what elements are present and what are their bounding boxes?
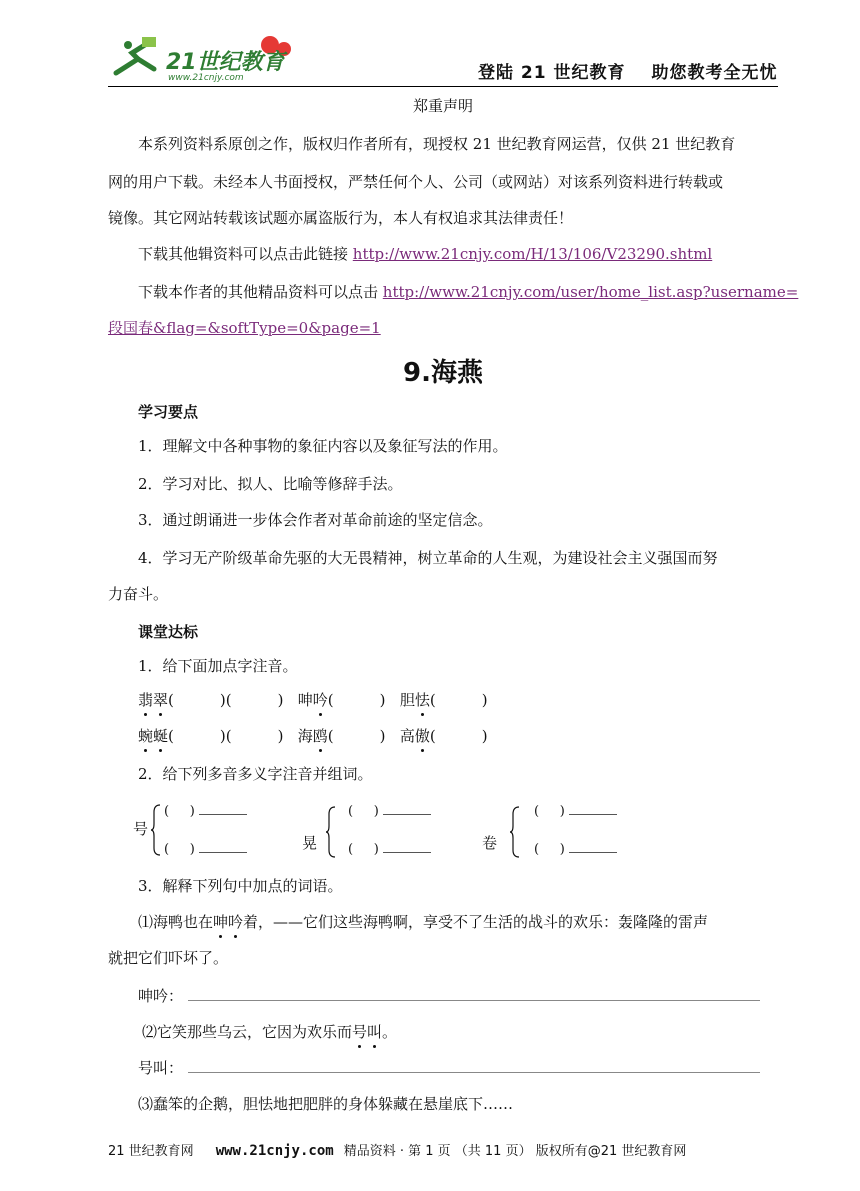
notice-paragraph-line: 镜像。其它网站转载该试题亦属盗版行为，本人有权追求其法律责任！	[108, 209, 574, 227]
notice-title: 郑重声明	[412, 97, 473, 115]
polyphone-blank: ( )	[164, 840, 274, 860]
lesson-title: 9.海燕	[403, 358, 483, 388]
answer-line[interactable]	[188, 1000, 760, 1001]
answer-label: 号叫：	[138, 1059, 184, 1077]
page-footer	[108, 1140, 686, 1159]
brace-icon	[151, 804, 161, 856]
section-heading: 课堂达标	[138, 623, 199, 641]
polyphone-char: 号	[133, 820, 149, 838]
footer-right: 精品资料 · 第 1 页 （共 11 页） 版权所有@21 世纪教育网	[343, 1144, 687, 1159]
notice-paragraph-line: 本系列资料系原创之作，版权归作者所有，现授权 21 世纪教育网运营，仅供 21 世纪教育	[138, 135, 736, 153]
author-link[interactable]: http://www.21cnjy.com/user/home_list.asp?username=	[382, 283, 799, 301]
brace-icon	[510, 806, 520, 858]
question-2: 2．给下列多音多义字注音并组词。	[138, 765, 373, 783]
question-3: 3．解释下列句中加点的词语。	[138, 877, 343, 895]
pinyin-row-1: 翡翠( )( ) 呻吟( ) 胆怯( )	[138, 691, 488, 709]
sentence-1-cont: 就把它们吓坏了。	[108, 949, 229, 967]
svg-text:21世纪教育: 21世纪教育	[166, 50, 285, 75]
answer-label: 呻吟：	[138, 987, 184, 1005]
polyphone-blank: ( )	[164, 802, 274, 822]
polyphone-blank: ( )	[534, 840, 644, 860]
site-logo	[108, 33, 308, 83]
polyphone-char: 晃	[302, 834, 318, 852]
list-item: 1．理解文中各种事物的象征内容以及象征写法的作用。	[138, 437, 508, 455]
list-item: 2．学习对比、拟人、比喻等修辞手法。	[138, 475, 403, 493]
author-link-line-2	[108, 318, 778, 338]
slogan-right: 助您教考全无忧	[651, 63, 778, 83]
question-1: 1．给下面加点字注音。	[138, 657, 298, 675]
list-item: 力奋斗。	[108, 585, 169, 603]
author-link-continued[interactable]: 段国春&flag=&softType=0&page=1	[108, 319, 381, 337]
answer-line[interactable]	[188, 1072, 760, 1073]
download-link-line: 下载其他辑资料可以点击此链接 http://www.21cnjy.com/H/13/106/V23290.shtml	[138, 245, 713, 263]
section-heading: 学习要点	[138, 403, 199, 421]
notice-paragraph-line: 网的用户下载。未经本人书面授权，严禁任何个人、公司（或网站）对该系列资料进行转载或	[108, 173, 724, 191]
header-divider	[108, 86, 778, 87]
sentence-2: ⑵它笑那些乌云，它因为欢乐而号叫。	[142, 1023, 398, 1041]
brace-icon	[326, 806, 336, 858]
slogan-left: 登陆 21 世纪教育	[478, 63, 626, 83]
header-slogan	[478, 58, 778, 83]
svg-text:www.21cnjy.com: www.21cnjy.com	[168, 73, 244, 83]
polyphone-blank: ( )	[348, 840, 458, 860]
author-link-line: 下载本作者的其他精品资料可以点击 http://www.21cnjy.com/user/home_list.asp?username=	[138, 283, 799, 301]
footer-left: 21 世纪教育网	[108, 1144, 194, 1159]
download-link[interactable]: http://www.21cnjy.com/H/13/106/V23290.shtml	[352, 245, 713, 263]
footer-site: www.21cnjy.com	[215, 1143, 334, 1159]
sentence-1: ⑴海鸭也在呻吟着，——它们这些海鸭啊，享受不了生活的战斗的欢乐：轰隆隆的雷声	[138, 913, 709, 931]
polyphone-char: 卷	[482, 834, 498, 852]
pinyin-row-2: 蜿蜒( )( ) 海鸥( ) 高傲( )	[138, 727, 488, 745]
running-figure-icon	[108, 33, 308, 83]
sentence-3: ⑶蠢笨的企鹅，胆怯地把肥胖的身体躲藏在悬崖底下……	[138, 1095, 514, 1113]
polyphone-blank: ( )	[348, 802, 458, 822]
polyphone-blank: ( )	[534, 802, 644, 822]
list-item: 4．学习无产阶级革命先驱的大无畏精神，树立革命的人生观，为建设社会主义强国而努	[138, 549, 718, 567]
list-item: 3．通过朗诵进一步体会作者对革命前途的坚定信念。	[138, 511, 493, 529]
